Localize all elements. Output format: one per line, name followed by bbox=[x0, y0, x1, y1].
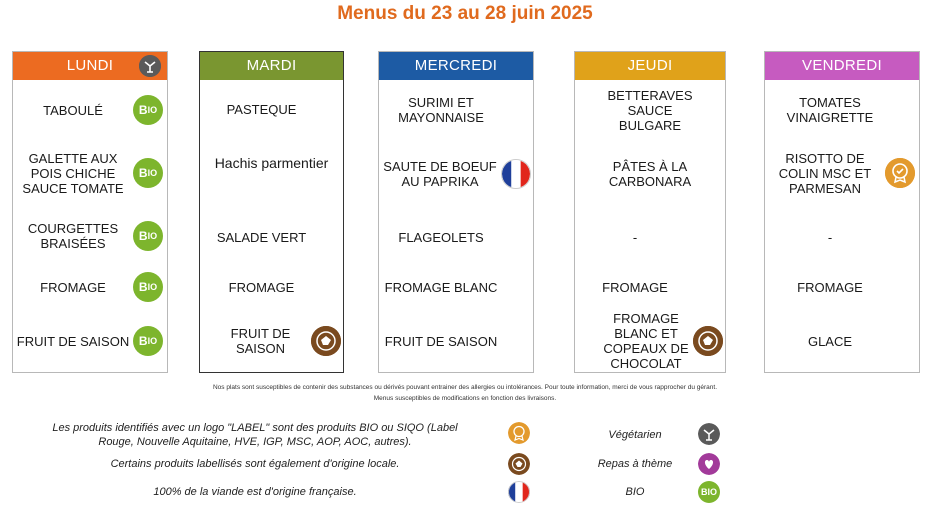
local-origin-icon bbox=[508, 453, 530, 475]
legend-label-text: Les produits identifiés avec un logo "LABEL" sont des produits BIO ou SIQO (Label Rouge, Nouvelle Aquitaine, HVE, IGP, MSC, AOP, AOC, autres). bbox=[52, 422, 458, 448]
day-header-lundi bbox=[13, 52, 167, 80]
menu-item: SALADE VERT bbox=[216, 229, 307, 245]
menu-item: TOMATES VINAIGRETTE bbox=[786, 95, 874, 125]
vegetarian-icon bbox=[139, 55, 161, 77]
menu-item: FROMAGE BLANC ET COPEAUX DE CHOCOLAT bbox=[575, 310, 725, 372]
menu-item: - bbox=[632, 229, 638, 245]
menu-item: FROMAGE bbox=[228, 279, 295, 295]
bio-icon: B IO bbox=[133, 272, 163, 302]
menu-item: FROMAGE BLANC bbox=[384, 279, 498, 295]
menu-item: FRUIT DE SAISON bbox=[200, 324, 343, 358]
menu-item: - bbox=[827, 229, 833, 245]
day-header-mardi bbox=[200, 52, 343, 80]
day-column-jeudi bbox=[574, 51, 726, 373]
label-icon bbox=[508, 422, 530, 444]
menu-item: COURGETTES BRAISÉES B IO bbox=[13, 216, 167, 256]
menu-item: Hachis parmentier bbox=[214, 154, 329, 171]
menu-item: RISOTTO DE COLIN MSC ET PARMESAN bbox=[765, 148, 919, 198]
label-icon bbox=[885, 158, 915, 188]
day-header-mercredi bbox=[379, 52, 533, 80]
legend-bio-text: BIO bbox=[625, 486, 645, 498]
menu-item: PÂTES À LA CARBONARA bbox=[608, 159, 692, 189]
day-header-jeudi bbox=[575, 52, 725, 80]
changes-note: Menus susceptibles de modifications en fonction des livraisons. bbox=[373, 395, 557, 402]
theme-meal-icon bbox=[698, 453, 720, 475]
day-name: MERCREDI bbox=[414, 57, 498, 74]
french-flag-icon bbox=[508, 481, 530, 503]
vegetarian-icon bbox=[698, 423, 720, 445]
legend-vegetarian-text: Végétarien bbox=[608, 429, 662, 441]
day-name: JEUDI bbox=[627, 57, 673, 74]
menu-item: GALETTE AUX POIS CHICHE SAUCE TOMATE B IO bbox=[13, 148, 167, 198]
day-column-mardi bbox=[199, 51, 344, 373]
legend-local-text: Certains produits labellisés sont également d'origine locale. bbox=[110, 458, 400, 470]
menu-item: PASTEQUE bbox=[226, 101, 297, 117]
local-origin-icon bbox=[693, 326, 723, 356]
menu-item: FRUIT DE SAISON bbox=[384, 333, 498, 349]
bio-icon: B IO bbox=[133, 158, 163, 188]
legend-theme-text: Repas à thème bbox=[597, 458, 673, 470]
menu-item: SAUTE DE BOEUF AU PAPRIKA bbox=[379, 156, 533, 192]
menu-item: BETTERAVES SAUCE BULGARE bbox=[607, 87, 693, 133]
menu-item: FROMAGE bbox=[797, 279, 863, 295]
bio-icon: B IO bbox=[133, 221, 163, 251]
day-column-mercredi bbox=[378, 51, 534, 373]
day-name: MARDI bbox=[246, 57, 297, 74]
menu-item: FRUIT DE SAISON B IO bbox=[13, 325, 167, 357]
day-header-vendredi bbox=[765, 52, 919, 80]
french-flag-icon bbox=[501, 159, 531, 189]
bio-icon: B IO bbox=[133, 326, 163, 356]
local-origin-icon bbox=[311, 326, 341, 356]
menu-item: TABOULÉ B IO bbox=[13, 90, 167, 130]
menu-item: FROMAGE bbox=[602, 279, 668, 295]
menu-item: SURIMI ET MAYONNAISE bbox=[398, 95, 484, 125]
menu-item: FROMAGE B IO bbox=[13, 272, 167, 302]
bio-icon: BIO bbox=[698, 481, 720, 503]
legend-french-meat-text: 100% de la viande est d'origine française. bbox=[153, 486, 357, 498]
page-title: Menus du 23 au 28 juin 2025 bbox=[337, 3, 593, 24]
bio-icon: B IO bbox=[133, 95, 163, 125]
day-name: VENDREDI bbox=[802, 57, 882, 74]
allergen-note: Nos plats sont susceptibles de contenir des substances ou dérivés pouvant entrainer des allergies ou intolérances. Pour toute information, merci de vous rapprocher du gérant. bbox=[212, 384, 718, 391]
day-column-vendredi bbox=[764, 51, 920, 373]
menu-item: GLACE bbox=[807, 333, 853, 349]
menu-item: FLAGEOLETS bbox=[398, 229, 484, 245]
day-name: LUNDI bbox=[66, 57, 114, 74]
day-column-lundi bbox=[12, 51, 168, 373]
